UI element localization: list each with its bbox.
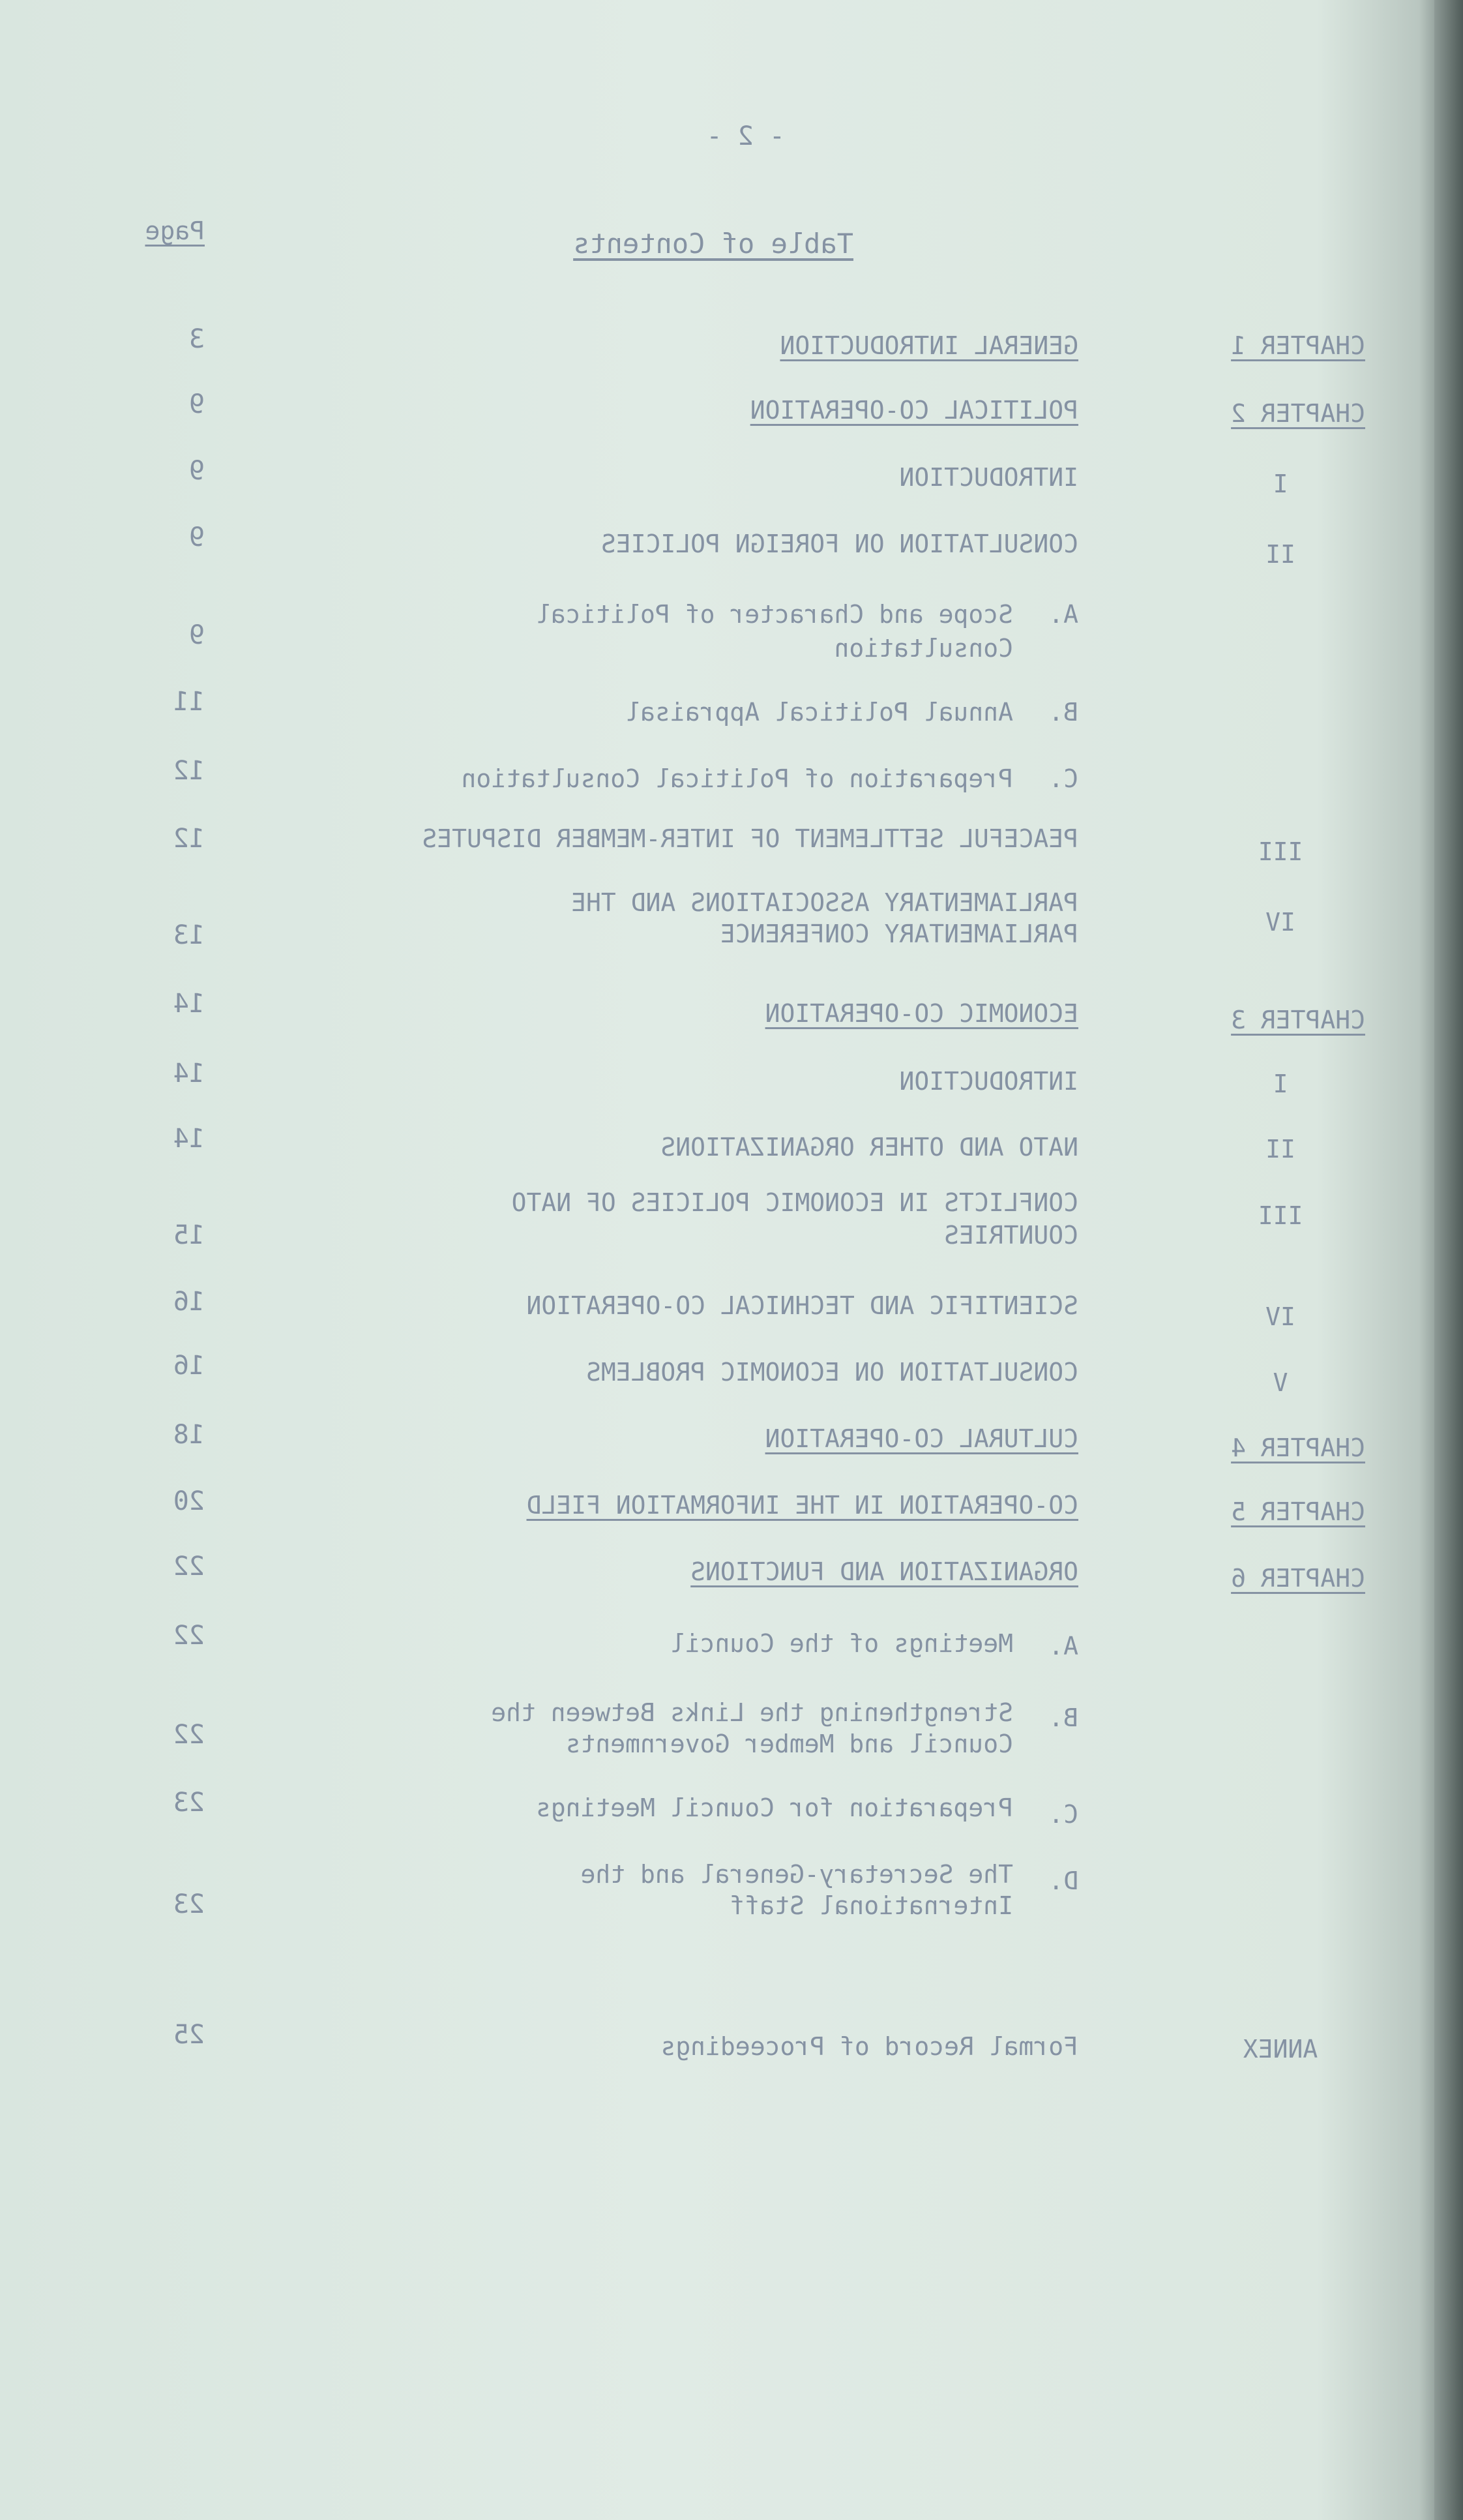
toc-entry-title: Scope and Character of Political [535, 600, 1013, 629]
toc-entry-title: CO-OPERATION IN THE INFORMATION FIELD [526, 1491, 1078, 1520]
toc-entry-title: PARLIAMENTARY ASSOCIATIONS AND THE [571, 888, 1078, 917]
toc-page-number: 13 [173, 920, 205, 950]
subsection-index: D. [1048, 1867, 1078, 1895]
toc-page-number: 14 [173, 1124, 205, 1154]
toc-page-number: 9 [188, 620, 205, 650]
page-column-header: Page [145, 217, 205, 245]
toc-entry-title: Annual Political Appraisal [625, 698, 1013, 727]
section-label: V [1273, 1368, 1288, 1397]
toc-entry-title: INTRODUCTION [899, 463, 1078, 492]
toc-entry-title: Strengthening the Links Between the [491, 1698, 1013, 1727]
toc-page-number: 25 [173, 2020, 205, 2050]
toc-entry-title: The Secretary-General and the [580, 1860, 1013, 1889]
toc-entry-title: ORGANIZATION AND FUNCTIONS [690, 1557, 1078, 1586]
toc-page-number: 12 [173, 824, 205, 854]
toc-entry-title: NATO AND OTHER ORGANIZATIONS [660, 1133, 1078, 1162]
toc-page-number: 16 [173, 1287, 205, 1317]
toc-page-number: 16 [173, 1351, 205, 1381]
toc-entry-title: CONFLICTS IN ECONOMIC POLICIES OF NATO [511, 1188, 1078, 1217]
toc-entry-title: Preparation of Political Consultation [461, 764, 1013, 793]
toc-page-number: 22 [173, 1621, 205, 1651]
chapter-label: CHAPTER 5 [1231, 1497, 1365, 1526]
document-title: Table of Contents [573, 228, 853, 260]
subsection-index: B. [1048, 698, 1078, 727]
toc-page-number: 23 [173, 1889, 205, 1919]
annex-label: ANNEX [1243, 2035, 1318, 2063]
toc-entry-title: Preparation for Council Meetings [535, 1793, 1013, 1822]
toc-page-number: 14 [173, 989, 205, 1019]
toc-page-number: 9 [188, 389, 205, 419]
subsection-index: C. [1048, 1800, 1078, 1829]
toc-entry-title-line2: Consultation [834, 634, 1013, 663]
chapter-label: CHAPTER 2 [1231, 399, 1365, 428]
toc-entry-title-line2: Council and Member Governments [565, 1730, 1013, 1758]
toc-page-number: 11 [173, 687, 205, 717]
toc-page-number: 18 [173, 1420, 205, 1450]
toc-entry-title: INTRODUCTION [899, 1067, 1078, 1096]
toc-entry-title: POLITICAL CO-OPERATION [750, 396, 1078, 425]
toc-entry-title: SCIENTIFIC AND TECHNICAL CO-OPERATION [526, 1291, 1078, 1320]
section-label: IV [1265, 908, 1295, 937]
toc-page-number: 9 [188, 522, 205, 552]
toc-page-number: 23 [173, 1788, 205, 1818]
section-label: II [1265, 540, 1295, 569]
toc-page-number: 14 [173, 1058, 205, 1088]
page-number: - 2 - [706, 121, 785, 151]
toc-entry-title: ECONOMIC CO-OPERATION [765, 999, 1078, 1028]
toc-entry-title: GENERAL INTRODUCTION [780, 331, 1078, 360]
toc-page-number: 9 [188, 456, 205, 486]
toc-page-number: 22 [173, 1552, 205, 1582]
section-label: I [1273, 470, 1288, 498]
toc-entry-title: CONSULTATION ON ECONOMIC PROBLEMS [586, 1358, 1078, 1387]
toc-page-number: 3 [188, 324, 205, 354]
chapter-label: CHAPTER 6 [1231, 1564, 1365, 1593]
subsection-index: A. [1048, 1632, 1078, 1660]
chapter-label: CHAPTER 3 [1231, 1006, 1365, 1034]
section-label: IV [1265, 1302, 1295, 1331]
section-label: III [1258, 1201, 1303, 1230]
toc-entry-title-line2: COUNTRIES [944, 1221, 1078, 1250]
subsection-index: C. [1048, 764, 1078, 793]
toc-entry-title: CONSULTATION ON FOREIGN POLICIES [600, 530, 1078, 558]
page-edge-shadow [1434, 0, 1463, 2520]
toc-entry-title-line2: International Staff [730, 1891, 1013, 1920]
subsection-index: B. [1048, 1703, 1078, 1732]
section-label: I [1273, 1070, 1288, 1098]
toc-page-number: 12 [173, 756, 205, 786]
toc-page-number: 22 [173, 1720, 205, 1750]
toc-entry-title: Meetings of the Council [670, 1629, 1013, 1658]
chapter-label: CHAPTER 4 [1231, 1433, 1365, 1462]
toc-entry-title: PEACEFUL SETTLEMENT OF INTER-MEMBER DISPUTES [422, 824, 1078, 853]
toc-page-number: 20 [173, 1486, 205, 1516]
toc-entry-title: CULTURAL CO-OPERATION [765, 1424, 1078, 1453]
subsection-index: A. [1048, 600, 1078, 629]
section-label: II [1265, 1135, 1295, 1163]
chapter-label: CHAPTER 1 [1231, 331, 1365, 360]
toc-entry-title: Formal Record of Proceedings [660, 2032, 1078, 2061]
toc-page-number: 15 [173, 1220, 205, 1250]
toc-entry-title-line2: PARLIAMENTARY CONFERENCE [720, 920, 1078, 948]
section-label: III [1258, 837, 1303, 866]
